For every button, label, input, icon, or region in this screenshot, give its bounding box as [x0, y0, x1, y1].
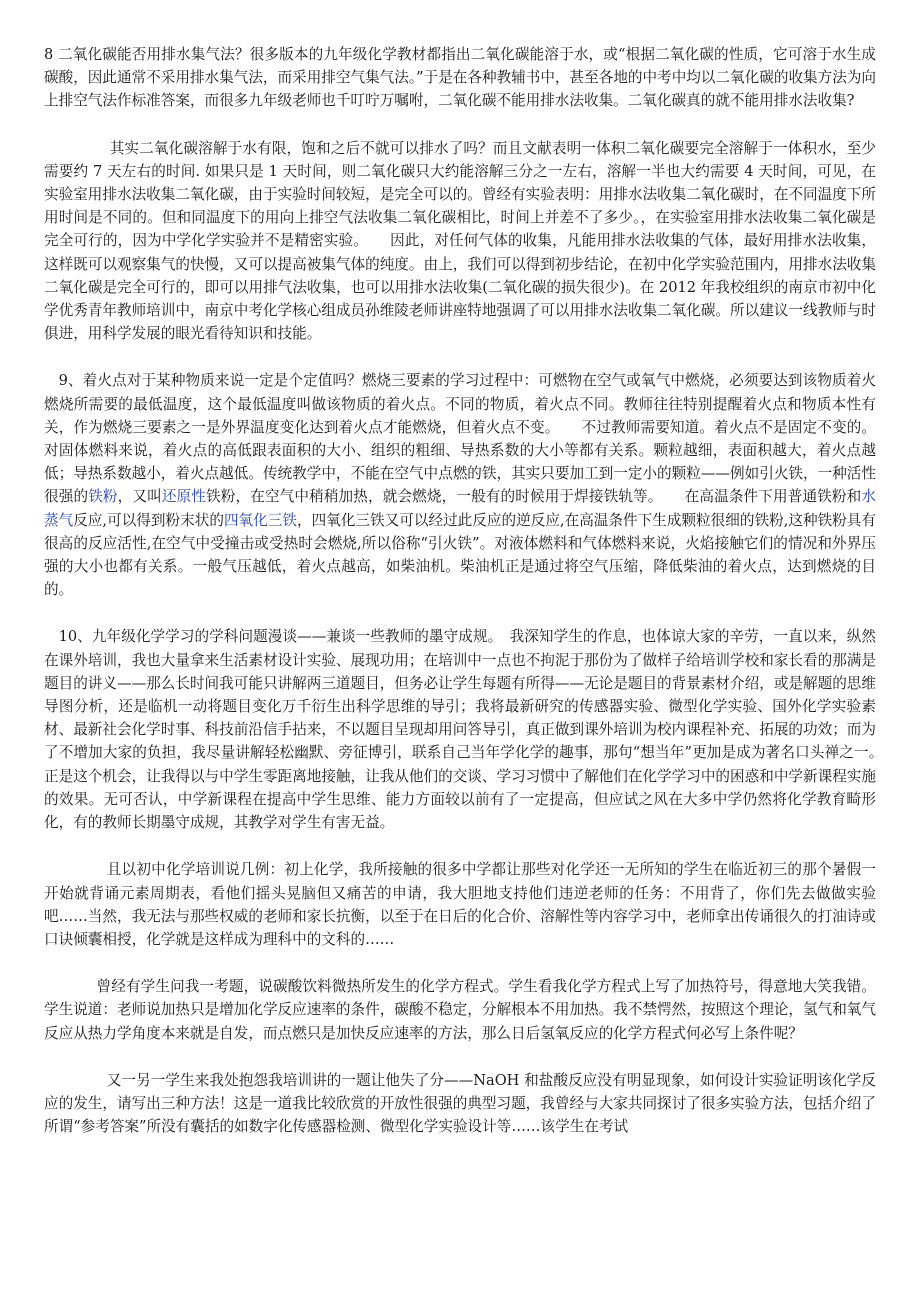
paragraph-text: ，四氧化三铁又可以经过此反应的逆反应,在高温条件下生成颗粒很细的铁粉,这种铁粉具有很高的反应活性,在空气中受撞击或受热时会燃烧,所以俗称“引火铁”。对液体燃料和气体燃料来说，火焰接触它们的情况和外界压强的大小也都有关系。一般气压越低，着火点越高，如柴油机。柴油机正是通过将空气压缩，降低柴油的着火点，达到燃烧的目的。	[44, 511, 876, 599]
paragraph-text: 10、九年级化学学习的学科问题漫谈——兼谈一些教师的墨守成规。 我深知学生的作息，也体谅大家的辛劳，一直以来，纵然在课外培训，我也大量拿来生活素材设计实验、展现功用；在培训中一点也不拘泥于那份为了做样子给培训学校和家长看的那满是题目的讲义——那么长时间我可能只讲解两三道题目，但务必让学生每题有所得——无论是题目的背景素材介绍，或是解题的思维导图分析，还是临机一动将题目变化万千衍生出科学思维的导引；我将最新研究的传感器实验、微型化学实验、国外化学实验素材、最新社会化学时事、科技前沿信手拈来，不以题目呈现却用问答导引，真正做到课外培训为校内课程补充、拓展的功效；而为了不增加大家的负担，我尽量讲解轻松幽默、旁征博引，联系自己当年学化学的趣事，那句“想当年”更加是成为著名口头禅之一。 正是这个机会，让我得以与中学生零距离地接触，让我从他们的交谈、学习习惯中了解他们在化学学习中的困惑和中学新课程实施的效果。无可否认，中学新课程在提高中学生思维、能力方面较以前有了一定提高，但应试之风在大多中学仍然将化学教育畸形化，有的教师长期墨守成规，其教学对学生有害无益。	[44, 628, 891, 832]
paragraph-text: 反应,可以得到粉末状的	[73, 511, 224, 529]
link-water-vapor[interactable]: 水蒸气	[44, 488, 876, 529]
paragraph-text: 且以初中化学培训说几例：初上化学，我所接触的很多中学都让那些对化学还一无所知的学生在临近初三的那个暑假一开始就背诵元素周期表，看他们摇头晃脑但又痛苦的申请，我大胆地支持他们违逆老师的任务：不用背了，你们先去做做实验吧……当然，我无法与那些权威的老师和家长抗衡，以至于在日后的化合价、溶解性等内容学习中，老师拿出传诵很久的打油诗或口诀倾囊相授，化学就是这样成为理科中的文科的……	[44, 861, 876, 948]
link-iron-powder[interactable]: 铁粉	[88, 488, 118, 506]
paragraph-text: 9、着火点对于某种物质来说一定是个定值吗？燃烧三要素的学习过程中：可燃物在空气或氧气中燃烧，必须要达到该物质着火燃烧所需要的最低温度，这个最低温度叫做该物质的着火点。不同的物质，着火点不同。教师往往特别提醒着火点和物质本性有关，作为燃烧三要素之一是外界温度变化达到着火点才能燃烧，但着火点不变。 不过教师需要知道。着火点不是固定不变的。对固体燃料来说，着火点的高低跟表面积的大小、组织的粗细、导热系数的大小等都有关系。颗粒越细，表面积越大，着火点越低；导热系数越小，着火点越低。传统教学中，不能在空气中点燃的铁，其实只要加工到一定小的颗粒——例如引火铁，一种活性很强的	[44, 372, 876, 506]
paragraph-text: 又一另一学生来我处抱怨我培训讲的一题让他失了分——NaOH 和盐酸反应没有明显现象，如何设计实验证明该化学反应的发生，请写出三种方法！这是一道我比较欣赏的开放性很强的典型习题，我曾经与大家共同探讨了很多实验方法，包括介绍了所谓“参考答案”所没有囊括的如数字化传感器检测、微型化学实验设计等……该学生在考试	[44, 1071, 876, 1136]
paragraph-discipline-discussion	[44, 625, 891, 834]
paragraph-co2-water-collection-question	[44, 43, 876, 113]
paragraph-text: 曾经有学生问我一考题，说碳酸饮料微热所发生的化学方程式。学生看我化学方程式上写了加热符号，得意地大笑我错。学生说道：老师说加热只是增加化学反应速率的条件，碳酸不稳定，分解根本不用加热。我不禁愕然，按照这个理论，氢气和氧气反应从热力学角度本来就是自发，而点燃只是加快反应速率的方法，那么日后氢氧反应的化学方程式何必写上条件呢？	[44, 978, 876, 1042]
link-reducing[interactable]: 还原性	[161, 488, 207, 506]
paragraph-text: 8 二氧化碳能否用排水集气法？很多版本的九年级化学教材都指出二氧化碳能溶于水，或“根据二氧化碳的性质，它可溶于水生成碳酸，因此通常不采用排水集气法，而采用排空气集气法。”于是在各种教辅书中，甚至各地的中考中均以二氧化碳的收集方法为向上排空气法作标准答案，而很多九年级老师也千叮咛万嘱咐，二氧化碳不能用排水法收集。二氧化碳真的就不能用排水法收集?	[44, 46, 877, 110]
paragraph-text: 铁粉，在空气中稍稍加热，就会燃烧，一般有的时候用于焊接铁轨等。 在高温条件下用普通铁粉和	[206, 488, 862, 506]
paragraph-training-examples	[44, 858, 876, 951]
paragraph-co2-water-collection-answer	[44, 137, 876, 346]
paragraph-text: ，又叫	[117, 488, 162, 506]
paragraph-carbonic-acid-example	[44, 975, 876, 1045]
link-iron-tetroxide[interactable]: 四氧化三铁	[223, 511, 297, 529]
paragraph-text: 其实二氧化碳溶解于水有限，饱和之后不就可以排水了吗？而且文献表明一体积二氧化碳要完全溶解于一体积水，至少需要约 7 天左右的时间. 如果只是 1 天时间，则二氧化碳只大约能溶解三分之一左右，溶解一半也大约需要 4 天时间，可见，在实验室用排水法收集二氧化碳，由于实验时间较短，是完全可以的。曾经有实验表明：用排水法收集二氧化碳时，在不同温度下所用时间是不同的。但和同温度下的用向上排空气法收集二氧化碳相比，时间上并差不了多少。，在实验室用排水法收集二氧化碳是完全可行的，因为中学化学实验并不是精密实验。 因此，对任何气体的收集，凡能用排水法收集的气体，最好用排水法收集，这样既可以观察集气的快慢，又可以提高被集气体的纯度。由上，我们可以得到初步结论，在初中化学实验范围内，用排水法收集二氧化碳是完全可行的，即可以用排气法收集，也可以用排水法收集(二氧化碳的损失很少)。在 2012 年我校组织的南京市初中化学优秀青年教师培训中，南京中考化学核心组成员孙维陵老师讲座特地强调了可以用排水法收集二氧化碳。所以建议一线教师与时俱进，用科学发展的眼光看待知识和技能。	[44, 139, 876, 343]
paragraph-naoh-example	[44, 1069, 876, 1139]
document-page	[44, 0, 891, 1138]
paragraph-ignition-point	[44, 369, 876, 601]
